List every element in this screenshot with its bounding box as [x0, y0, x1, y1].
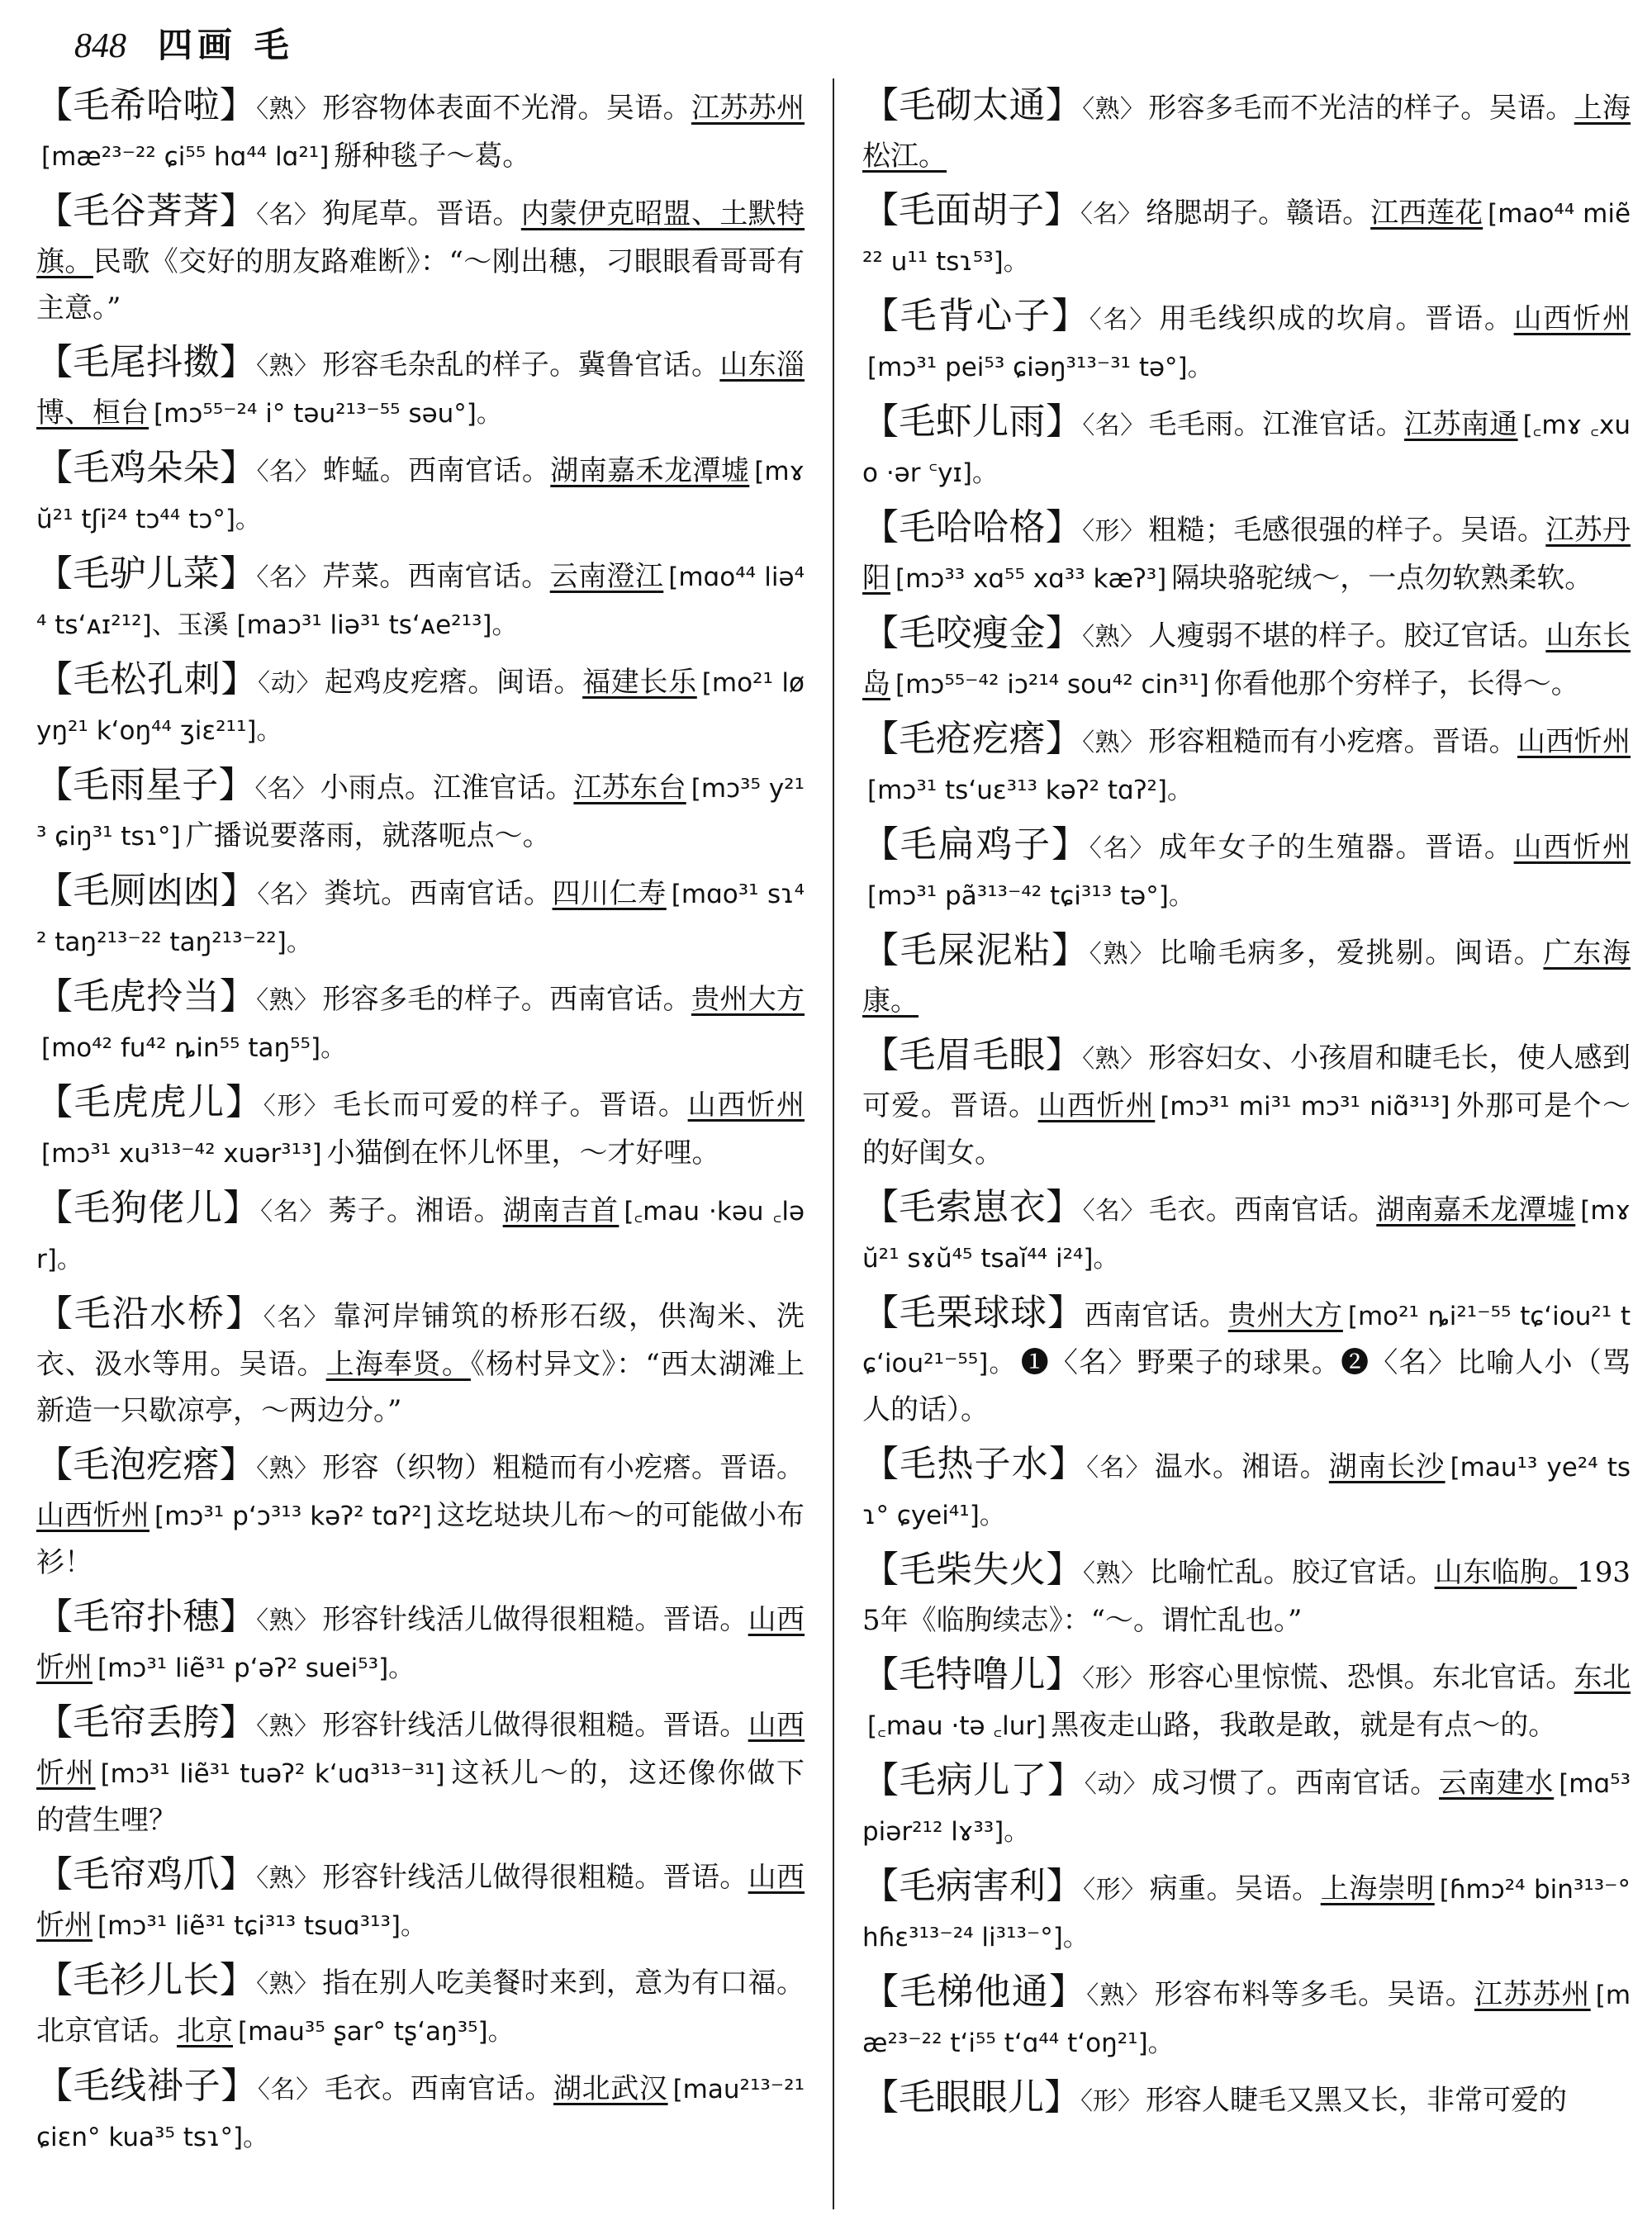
place-name: 云南建水: [1439, 1767, 1555, 1800]
part-of-speech: 〈形〉: [1080, 2087, 1142, 2116]
dictionary-entry: [862, 1290, 1631, 1433]
definition: 粗糙；毛感很强的样子。吴语。: [1148, 514, 1546, 547]
part-of-speech: 〈名〉: [256, 201, 320, 230]
pronunciation: [mɤŭ²¹ sɤŭ⁴⁵ tsaĭ⁴⁴ i²⁴]。: [862, 1196, 1631, 1274]
pronunciation: [mɑ⁵³ piər²¹² lɤ³³]。: [862, 1769, 1631, 1847]
place-name: 上海崇明: [1320, 1872, 1435, 1905]
place-name: 湖南长沙: [1328, 1450, 1446, 1483]
place-name: 山西忻州: [1513, 831, 1631, 864]
pronunciation: [mɔ³¹ pei⁵³ ɕiəŋ³¹³⁻³¹ tə°]。: [867, 353, 1213, 382]
headword: 【毛面胡子】: [862, 189, 1081, 231]
dictionary-entry: [862, 1032, 1631, 1176]
pronunciation: [꜀mau ·kəu ꜀lər]。: [36, 1197, 805, 1274]
definition: 毛衣。西南官话。: [324, 2072, 553, 2105]
part-of-speech: 〈熟〉: [1083, 1559, 1146, 1588]
pronunciation: [mo²¹ løyŋ²¹ k‘oŋ⁴⁴ ʒiɛ²¹¹]。: [36, 668, 805, 746]
definition: 形容针线活儿做得很粗糙。晋语。: [322, 1861, 748, 1894]
pronunciation: [mɔ³¹ xu³¹³⁻⁴² xuər³¹³]: [41, 1139, 322, 1169]
pronunciation: [mɔ³⁵ y²¹³ ɕiŋ³¹ tsɿ°]: [36, 774, 805, 852]
dictionary-entry: [862, 1652, 1631, 1749]
definition: 芹菜。西南官话。: [322, 560, 550, 593]
part-of-speech: 〈形〉: [263, 1092, 330, 1121]
place-name: 山东淄博、桓台: [36, 349, 805, 429]
dictionary-entry: [36, 974, 805, 1071]
example-text: 小猫倒在怀儿怀里，～才好哩。: [326, 1136, 720, 1170]
dictionary-entry: [862, 2075, 1631, 2125]
place-name: 山西忻州: [36, 1499, 150, 1532]
definition: 形容粗糙而有小疙瘩。晋语。: [1148, 725, 1517, 758]
headword: 【毛沿水桥】: [36, 1293, 263, 1335]
dictionary-entry: [36, 339, 805, 437]
place-name: 湖南嘉禾龙潭墟: [1376, 1193, 1576, 1226]
part-of-speech: 〈熟〉: [1082, 623, 1146, 652]
definition: 毛长而可爱的样子。晋语。: [333, 1089, 688, 1122]
definition: 用毛线织成的坎肩。晋语。: [1159, 302, 1514, 335]
headword: 【毛眉毛眼】: [862, 1034, 1083, 1076]
dictionary-entry: [36, 1442, 805, 1586]
place-name: 上海奉贤。: [325, 1348, 471, 1381]
headword: 【毛病害利】: [862, 1865, 1084, 1907]
definition: 形容针线活儿做得很粗糙。晋语。: [322, 1709, 748, 1742]
place-name: 江苏丹阳: [862, 514, 1631, 595]
headword: 【毛帘鸡爪】: [36, 1853, 257, 1896]
example-text: 《杨村异文》：“西太湖滩上新造一只歇凉亭，～两边分。”: [36, 1348, 805, 1427]
headword: 【毛衫儿长】: [36, 1959, 257, 2001]
headword: 【毛病儿了】: [862, 1759, 1085, 1801]
headword: 【毛索崽衣】: [862, 1186, 1083, 1228]
dictionary-entry: [36, 657, 805, 754]
part-of-speech: 〈熟〉: [256, 1454, 320, 1483]
pronunciation: [mɔ⁵⁵⁻⁴² iɔ²¹⁴ sou⁴² cin³¹]: [895, 670, 1209, 700]
part-of-speech: 〈名〉: [1080, 200, 1143, 229]
dictionary-entry: [36, 1594, 805, 1691]
part-of-speech: 〈名〉: [263, 1303, 330, 1332]
place-name: 山东临朐。: [1434, 1556, 1578, 1589]
headword: 【毛特噜儿】: [862, 1654, 1083, 1696]
headword: 【毛虎拎当】: [36, 975, 257, 1018]
headword: 【毛虎虎儿】: [36, 1081, 263, 1123]
right-column: [862, 83, 1631, 2133]
column-divider: [833, 78, 834, 2209]
headword: 【毛热子水】: [862, 1443, 1087, 1485]
part-of-speech: 〈名〉: [254, 775, 317, 804]
dictionary-entry: [862, 1969, 1631, 2066]
definition: 莠子。湘语。: [328, 1194, 503, 1227]
pronunciation: [mɔ³¹ liẽ³¹ tuəʔ² k‘uɑ³¹³⁻³¹]: [100, 1759, 445, 1789]
headword: 【毛哈哈格】: [862, 506, 1083, 548]
pronunciation: [mɔ³¹ p‘ɔ³¹³ kəʔ² tɑʔ²]: [154, 1502, 432, 1531]
definition: 成习惯了。西南官话。: [1151, 1767, 1440, 1800]
definition: 形容针线活儿做得很粗糙。晋语。: [322, 1603, 748, 1636]
place-name: 山西忻州: [36, 1709, 805, 1790]
pronunciation: [mɔ³³ xɑ⁵⁵ xɑ³³ kæʔ³]: [895, 564, 1167, 594]
pronunciation: [mau¹³ ye²⁴ tsɿ° ɕyei⁴¹]。: [862, 1453, 1631, 1530]
definition: 蚱蜢。西南官话。: [322, 454, 551, 487]
place-name: 广东海康。: [862, 937, 1631, 1018]
place-name: 江苏南通: [1404, 408, 1518, 441]
headword: 【毛屎泥粘】: [862, 929, 1089, 971]
page-header: [74, 18, 294, 68]
part-of-speech: 〈名〉: [1089, 306, 1156, 334]
example-text: 掰种毯子～葛。: [334, 140, 531, 173]
headword: 【毛尾抖擞】: [36, 341, 257, 383]
place-name: 山西忻州: [36, 1603, 805, 1684]
headword: 【毛厕凼凼】: [36, 870, 258, 912]
definition: 形容多毛的样子。西南官话。: [322, 983, 691, 1016]
part-of-speech: 〈形〉: [1083, 1876, 1146, 1905]
place-name: 四川仁寿: [552, 877, 667, 910]
headword: 【毛松孔刺】: [36, 658, 259, 700]
dictionary-entry: [862, 187, 1631, 285]
dictionary-entry: [862, 716, 1631, 814]
definition: 病重。吴语。: [1149, 1872, 1321, 1905]
pronunciation: [mo²¹ ȵi²¹⁻⁵⁵ tɕ‘iou²¹ tɕ‘iou²¹⁻⁵⁵]。: [862, 1302, 1631, 1378]
dictionary-entry: [862, 505, 1631, 602]
place-name: 福建长乐: [582, 666, 697, 699]
dictionary-entry: [36, 188, 805, 331]
dictionary-entry: [862, 1863, 1631, 1961]
part-of-speech: 〈熟〉: [256, 95, 320, 124]
part-of-speech: 〈熟〉: [256, 1712, 320, 1741]
dictionary-entry: [862, 293, 1631, 391]
left-column: [36, 83, 805, 2169]
pronunciation: [mo⁴² fu⁴² ȵin⁵⁵ taŋ⁵⁵]。: [41, 1033, 347, 1063]
part-of-speech: 〈熟〉: [1082, 1045, 1146, 1074]
dictionary-entry: [862, 83, 1631, 179]
definition: 毛衣。西南官话。: [1148, 1193, 1377, 1226]
part-of-speech: 〈熟〉: [256, 352, 320, 381]
definition: 形容物体表面不光滑。吴语。: [322, 92, 691, 125]
place-name: 山西忻州: [1513, 302, 1631, 335]
headword: 【毛驴儿菜】: [36, 553, 257, 595]
definition: 狗尾草。晋语。: [322, 197, 521, 230]
dictionary-entry: [36, 83, 805, 180]
part-of-speech: 〈形〉: [1082, 517, 1146, 546]
headword: 【毛线褂子】: [36, 2065, 258, 2107]
dictionary-entry: [862, 610, 1631, 708]
pronunciation: [꜀mɤ ꜀xuo ·ər ꜂yɪ]。: [862, 410, 1631, 488]
part-of-speech: 〈名〉: [1082, 411, 1146, 440]
part-of-speech: 〈熟〉: [256, 1864, 320, 1893]
headword: 【毛疮疙瘩】: [862, 718, 1083, 760]
example-text: 你看他那个穷样子，长得～。: [1213, 667, 1579, 700]
headword: 【毛眼眼儿】: [862, 2076, 1080, 2118]
place-name: 湖北武汉: [553, 2072, 668, 2105]
definition: 络腮胡子。赣语。: [1146, 197, 1371, 230]
part-of-speech: 〈名〉: [260, 1198, 325, 1226]
place-name: 山东长岛: [862, 619, 1631, 700]
dictionary-entry: [36, 762, 805, 860]
pronunciation: [mɔ³¹ liẽ³¹ tɕi³¹³ tsuɑ³¹³]。: [97, 1911, 426, 1941]
dictionary-entry: [862, 399, 1631, 496]
dictionary-entry: [36, 868, 805, 966]
page-number: 848: [74, 27, 126, 65]
dictionary-entry: [36, 551, 805, 648]
pronunciation: [mɔ³¹ mi³¹ mɔ³¹ niɑ̃³¹³]: [1160, 1092, 1450, 1122]
part-of-speech: 〈熟〉: [1089, 940, 1156, 969]
definition: 温水。湘语。: [1154, 1450, 1329, 1483]
definition: 指在别人吃美餐时来到，意为有口福。北京官话。: [36, 1967, 805, 2047]
place-name: 北京: [177, 2014, 233, 2047]
pronunciation: [ɦmɔ²⁴ bin³¹³⁻° hɦɛ³¹³⁻²⁴ li³¹³⁻°]。: [862, 1875, 1631, 1952]
part-of-speech: 〈名〉: [1086, 1454, 1151, 1483]
pronunciation: [mɤŭ²¹ tʃi²⁴ tɔ⁴⁴ tɔ°]。: [36, 457, 805, 534]
place-name: 湖南嘉禾龙潭墟: [550, 454, 750, 487]
definition: 粪坑。西南官话。: [324, 877, 553, 910]
place-name: 江苏苏州: [1474, 1978, 1591, 2011]
definition: 形容妇女、小孩眉和睫毛长，使人感到可爱。晋语。: [862, 1041, 1631, 1122]
dictionary-entry: [862, 1547, 1631, 1644]
definition: 形容布料等多毛。吴语。: [1154, 1978, 1474, 2011]
headword: 【毛柴失火】: [862, 1549, 1084, 1591]
part-of-speech: 〈熟〉: [1082, 95, 1146, 124]
part-of-speech: 〈熟〉: [256, 1606, 320, 1635]
place-name: 山西忻州: [36, 1861, 805, 1942]
definition: 靠河岸铺筑的桥形石级，供淘米、洗衣、汲水等用。吴语。: [36, 1300, 805, 1381]
dictionary-entry: [36, 1291, 805, 1434]
headword: 【毛扁鸡子】: [862, 823, 1089, 866]
place-name: 上海松江。: [862, 92, 1631, 173]
place-name: 贵州大方: [691, 983, 805, 1016]
place-name: 东北: [1574, 1661, 1631, 1694]
dictionary-entry: [862, 822, 1631, 919]
pronunciation: [mɑo³¹ sɿ⁴² taŋ²¹³⁻²² taŋ²¹³⁻²²]。: [36, 880, 805, 957]
headword: 【毛鸡朵朵】: [36, 447, 257, 489]
part-of-speech: 〈动〉: [258, 669, 322, 698]
place-name: 内蒙伊克昭盟、土默特旗。: [36, 197, 805, 278]
definition: 人瘦弱不堪的样子。胶辽官话。: [1148, 619, 1546, 652]
pronunciation: [mæ²³⁻²² ɕi⁵⁵ hɑ⁴⁴ lɑ²¹]: [41, 142, 330, 172]
headword: 【毛背心子】: [862, 295, 1089, 337]
headword: 【毛帘丢胯】: [36, 1701, 257, 1744]
part-of-speech: 〈熟〉: [256, 1970, 320, 1999]
dictionary-entry: [862, 1441, 1631, 1539]
headword: 【毛栗球球】: [862, 1292, 1085, 1334]
place-name: 江苏东台: [573, 771, 686, 804]
pronunciation: [mɑo⁴⁴ liə⁴⁴ ts‘ᴀɪ²¹²]、玉溪 [maɔ³¹ liə³¹ ts‘ᴀe²¹³]。: [36, 562, 805, 640]
pronunciation: [mao⁴⁴ miẽ²² u¹¹ tsɿ⁵³]。: [862, 199, 1631, 277]
pronunciation: [mæ²³⁻²² t‘i⁵⁵ t‘ɑ⁴⁴ t‘oŋ²¹]。: [862, 1981, 1631, 2058]
pronunciation: [mɔ³¹ liẽ³¹ p‘əʔ² suei⁵³]。: [97, 1654, 415, 1683]
example-text: 外那可是个～的好闺女。: [862, 1089, 1631, 1170]
pronunciation: [mɔ³¹ ts‘uɛ³¹³ kəʔ² tɑʔ²]。: [867, 776, 1194, 805]
part-of-speech: 〈熟〉: [1082, 728, 1146, 757]
headword: 【毛梯他通】: [862, 1971, 1087, 2013]
example-text: 这袄儿～的，这还像你做下的营生哩？: [36, 1757, 805, 1837]
place-name: 湖南吉首: [502, 1194, 620, 1227]
dictionary-entry: [862, 1184, 1631, 1282]
part-of-speech: 〈名〉: [1089, 834, 1156, 863]
definition: 形容毛杂乱的样子。冀鲁官话。: [322, 349, 720, 382]
dictionary-entry: [36, 1185, 805, 1283]
dictionary-entry: [862, 1758, 1631, 1855]
headword: 【毛谷萕萕】: [36, 190, 257, 232]
place-name: 江西莲花: [1370, 197, 1483, 230]
definition: 西南官话。: [1084, 1299, 1228, 1332]
place-name: 云南澄江: [549, 560, 664, 593]
pronunciation: [꜀mau ·tə ꜀lur]: [867, 1711, 1047, 1741]
place-name: 山西忻州: [687, 1089, 805, 1122]
pronunciation: [mau²¹³⁻²¹ ɕiɛn° kua³⁵ tsɿ°]。: [36, 2075, 805, 2152]
part-of-speech: 〈名〉: [257, 880, 321, 909]
example-text: 黑夜走山路，我敢是敢，就是有点～的。: [1051, 1709, 1557, 1742]
definition: 毛毛雨。江淮官话。: [1148, 408, 1405, 441]
example-text: ❶〈名〉野栗子的球果。❷〈名〉比喻人小（骂人的话）。: [862, 1346, 1631, 1426]
headword: 【毛虾儿雨】: [862, 401, 1083, 443]
part-of-speech: 〈名〉: [1082, 1197, 1146, 1226]
example-text: 1935年《临朐续志》：“～。谓忙乱也。”: [862, 1556, 1631, 1637]
definition: 形容人睫毛又黑又长，非常可爱的: [1146, 2084, 1567, 2117]
part-of-speech: 〈动〉: [1084, 1770, 1149, 1799]
definition: 形容心里惊慌、恐惧。东北官话。: [1148, 1661, 1574, 1694]
definition: 起鸡皮疙瘩。闽语。: [325, 666, 583, 699]
part-of-speech: 〈名〉: [256, 563, 320, 592]
dictionary-entry: [36, 1852, 805, 1949]
part-of-speech: 〈名〉: [257, 2076, 321, 2104]
definition: 小雨点。江淮官话。: [320, 771, 574, 804]
part-of-speech: 〈名〉: [256, 458, 320, 486]
example-text: 这圪垯块儿布～的可能做小布衫！: [36, 1499, 805, 1579]
headword: 【毛雨星子】: [36, 764, 255, 806]
headword: 【毛帘扑穗】: [36, 1596, 257, 1638]
headword: 【毛泡疙瘩】: [36, 1444, 257, 1486]
dictionary-entry: [36, 1700, 805, 1843]
definition: 形容（织物）粗糙而有小疙瘩。晋语。: [322, 1451, 805, 1484]
part-of-speech: 〈熟〉: [1086, 1981, 1151, 2010]
headword: 【毛咬瘦金】: [862, 612, 1083, 654]
headword: 【毛狗佬儿】: [36, 1187, 261, 1229]
example-text: 广播说要落雨，就落呃点～。: [185, 819, 551, 852]
section-label: 四画 毛: [158, 25, 294, 65]
definition: 成年女子的生殖器。晋语。: [1159, 831, 1514, 864]
pronunciation: [mɔ⁵⁵⁻²⁴ i° təu²¹³⁻⁵⁵ səu°]。: [154, 399, 502, 429]
place-name: 贵州大方: [1227, 1299, 1343, 1332]
part-of-speech: 〈熟〉: [256, 986, 320, 1015]
part-of-speech: 〈形〉: [1082, 1664, 1146, 1693]
dictionary-entry: [36, 1957, 805, 2055]
definition: 形容多毛而不光洁的样子。吴语。: [1148, 92, 1574, 125]
dictionary-entry: [36, 2063, 805, 2161]
definition: 比喻忙乱。胶辽官话。: [1149, 1556, 1435, 1589]
pronunciation: [mɔ³¹ pã³¹³⁻⁴² tɕi³¹³ tə°]。: [867, 881, 1194, 911]
example-text: 民歌《交好的朋友路难断》：“～刚出穗，刁眼眼看哥哥有主意。”: [36, 245, 805, 325]
dictionary-entry: [36, 1079, 805, 1177]
dictionary-entry: [862, 928, 1631, 1024]
dictionary-entry: [36, 445, 805, 543]
pronunciation: [mau³⁵ ʂar° tʂ‘aŋ³⁵]。: [238, 2017, 514, 2047]
example-text: 隔块骆驼绒～，一点勿软熟柔软。: [1171, 562, 1593, 595]
place-name: 山西忻州: [1517, 725, 1631, 758]
definition: 比喻毛病多，爱挑剔。闽语。: [1159, 937, 1544, 970]
headword: 【毛希哈啦】: [36, 84, 257, 126]
place-name: 江苏苏州: [691, 92, 805, 125]
headword: 【毛砌太通】: [862, 84, 1083, 126]
place-name: 山西忻州: [1037, 1089, 1156, 1122]
